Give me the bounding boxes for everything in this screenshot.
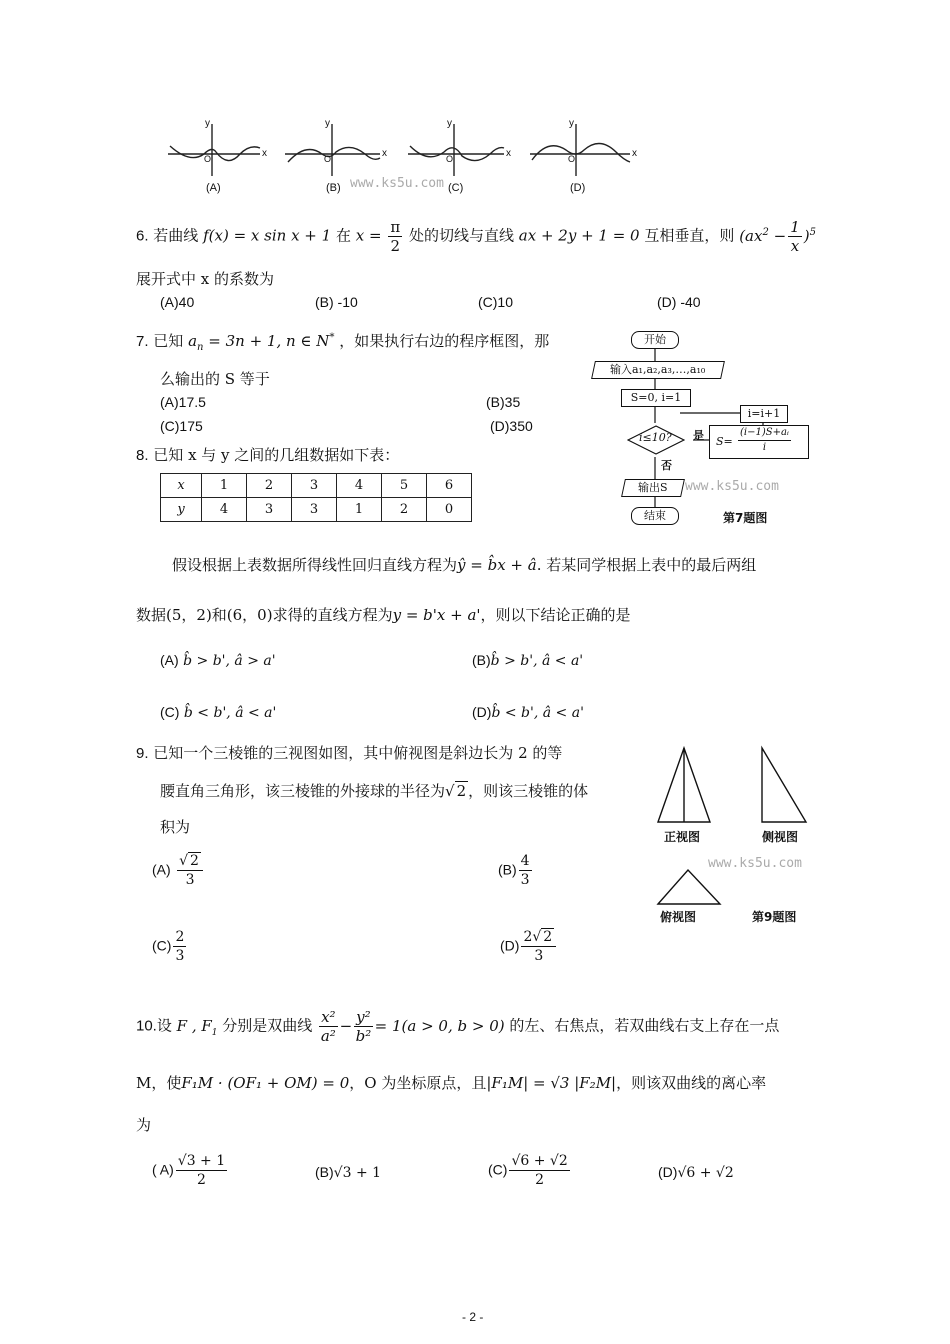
flow-start: 开始: [631, 331, 679, 349]
q8-option-d[interactable]: (D)b̂ < b', â < a': [472, 704, 584, 721]
q7-text-a: 已知: [153, 332, 184, 350]
table-cell: 4: [337, 474, 382, 498]
three-view-figure: [648, 742, 818, 927]
figure-9-caption: 第9题图: [752, 910, 797, 924]
q6-text-a: 若曲线: [153, 226, 199, 245]
axis-x-label-c: x: [506, 148, 511, 159]
top-graph-figure: [160, 118, 640, 198]
question-9-line1: 9. 已知一个三棱锥的三视图如图，其中俯视图是斜边长为 2 的等: [136, 744, 563, 762]
table-cell: 2: [247, 474, 292, 498]
q9-sqrt: √ 2: [445, 782, 467, 800]
flow-condition: i≤10?: [627, 425, 685, 455]
q6-text-d: 互相垂直，则: [644, 226, 735, 245]
table-header-y: y: [161, 498, 202, 522]
axis-x-label-d: x: [632, 148, 637, 159]
axis-x-label-a: x: [262, 148, 267, 159]
q10-abs-eq: |F₁M| = √3 |F₂M|: [486, 1074, 617, 1092]
q6-text-c: 处的切线与直线: [408, 226, 514, 245]
q6-option-d[interactable]: (D) -40: [657, 294, 701, 310]
question-8-line1: [136, 444, 399, 465]
q7-option-a[interactable]: (A)17.5: [160, 394, 206, 410]
origin-label-b: O: [324, 154, 332, 164]
flow-increment: i=i+1: [740, 405, 788, 423]
front-view-label: 正视图: [664, 830, 701, 844]
origin-label-a: O: [204, 154, 212, 164]
axis-y-label-d: y: [569, 118, 574, 129]
origin-label-d: O: [568, 154, 576, 164]
q6-binomial: ($ax^2$ − $\frac{1}{x}$ )$^5$: [739, 218, 816, 255]
page-number: - 2 -: [462, 1310, 484, 1324]
q10-option-d[interactable]: (D)√6 + √2: [658, 1164, 734, 1181]
q10-line2: M，使F₁M · (OF₁ + OM) = 0，O 为坐标原点，且|F₁M| = √3 |F₂M|，则该双曲线的离心率: [136, 1074, 767, 1092]
table-row: [161, 498, 472, 522]
q7-option-b[interactable]: (B)35: [486, 394, 521, 410]
q7-formula: = 3n + 1, n ∈ N*: [208, 332, 335, 350]
table-cell: 4: [202, 498, 247, 522]
axis-y-label-b: y: [325, 118, 330, 129]
q9-line2: 腰直角三角形，该三棱锥的外接球的半径为√ 2 ，则该三棱锥的体: [160, 782, 589, 800]
q8-data-table-wrap: [160, 473, 472, 522]
q6-option-c[interactable]: (C)10: [478, 294, 514, 310]
q8-number: 8.: [136, 447, 149, 464]
flow-update: S= $\frac{\text{(i−1)S+aᵢ}}{i}$: [709, 425, 809, 459]
graph-label-a: (A): [206, 182, 221, 194]
q9-option-d[interactable]: (D) $\frac{2√ 2}{3}$: [500, 928, 558, 965]
q7-number: 7.: [136, 333, 149, 350]
table-cell: 5: [382, 474, 427, 498]
q7-line2: 么输出的 S 等于: [160, 370, 270, 388]
q6-number: 6.: [136, 227, 149, 245]
flow-yes: 是: [693, 429, 704, 442]
q7-option-d[interactable]: (D)350: [490, 418, 533, 434]
q10-vector-eq: F₁M · (OF₁ + OM) = 0: [181, 1074, 350, 1092]
axis-x-label-b: x: [382, 148, 387, 159]
q9-number: 9.: [136, 745, 149, 762]
graph-label-d: (D): [570, 182, 586, 194]
q8-text: 已知 x 与 y 之间的几组数据如下表：: [153, 446, 400, 464]
q10-option-b[interactable]: (B)√3 + 1: [315, 1164, 382, 1181]
q9-option-c[interactable]: (C) $\frac{2}{3}$: [152, 929, 185, 964]
q10-hyperbola: $\frac{\text{x²}}{\text{a²}}$ − $\frac{\text{y²}}{\text{b²}}$ = 1(a > 0, b > 0): [320, 1008, 505, 1045]
q7-seq: $a_n$: [188, 332, 204, 353]
q6-text-b: 在: [335, 226, 351, 245]
q6-line: ax + 2y + 1 = 0: [518, 226, 640, 245]
q8-option-b[interactable]: (B)b̂ > b', â < a': [472, 652, 584, 669]
q6-option-a[interactable]: (A)40: [160, 294, 195, 310]
table-row: [161, 474, 472, 498]
question-7-line1: [136, 330, 549, 353]
axis-y-label-a: y: [205, 118, 210, 129]
table-header-x: x: [161, 474, 202, 498]
flow-output: 输出S: [621, 479, 685, 497]
top-view-label: 俯视图: [660, 910, 697, 924]
graph-label-c: (C): [448, 182, 464, 194]
figure-9-watermark: www.ks5u.com: [708, 856, 802, 871]
q9-option-a[interactable]: (A) $\frac{√ 2}{3}$: [152, 852, 205, 889]
flow-input: 输入a₁,a₂,a₃,…,a₁₀: [591, 361, 725, 379]
watermark: www.ks5u.com: [350, 176, 444, 191]
flow-no: 否: [661, 459, 672, 472]
table-cell: 2: [382, 498, 427, 522]
q8-data-table: [160, 473, 472, 522]
flow-init: S=0, i=1: [621, 389, 691, 407]
origin-label-c: O: [446, 154, 454, 164]
q10-number: 10.: [136, 1017, 157, 1035]
side-view-label: 侧视图: [762, 830, 799, 844]
q6-x-eq: x =: [355, 226, 382, 245]
table-cell: 6: [427, 474, 472, 498]
flow-watermark: www.ks5u.com: [685, 479, 779, 494]
flowchart-figure: [585, 325, 815, 525]
q8-paragraph-1: 假设根据上表数据所得线性回归直线方程为ŷ = b̂x + â. 若某同学根据上表中的最后两组: [172, 556, 757, 574]
table-cell: 3: [247, 498, 292, 522]
table-cell: 1: [337, 498, 382, 522]
table-cell: 0: [427, 498, 472, 522]
table-cell: 1: [202, 474, 247, 498]
q7-text-b: ，如果执行右边的程序框图，那: [339, 332, 550, 350]
q8-paragraph-2: 数据(5，2)和(6，0)求得的直线方程为y = b'x + a'，则以下结论正确的是: [136, 606, 631, 624]
q6-line2: 展开式中 x 的系数为: [136, 270, 274, 288]
q8-line-eq: y = b'x + a': [392, 606, 481, 624]
table-cell: 3: [292, 498, 337, 522]
q10-foci: F , $F_1$: [176, 1016, 218, 1038]
flow-end: 结束: [631, 507, 679, 525]
graph-label-b: (B): [326, 182, 341, 194]
q6-option-b[interactable]: (B) -10: [315, 294, 358, 310]
axis-y-label-c: y: [447, 118, 452, 129]
q7-option-c[interactable]: (C)175: [160, 418, 203, 434]
q10-line3: 为: [136, 1116, 152, 1134]
q9-option-b[interactable]: (B) $\frac{4}{3}$: [498, 853, 530, 888]
q8-option-a[interactable]: (A) b̂ > b', â > a': [160, 652, 276, 669]
q9-line3: 积为: [160, 818, 191, 836]
q6-function: f(x) = x sin x + 1: [203, 226, 332, 245]
table-cell: 3: [292, 474, 337, 498]
question-6-line1: [136, 218, 816, 255]
q8-option-c[interactable]: (C) b̂ < b', â < a': [160, 704, 277, 721]
q6-pi-over-2: $\frac{\pi}{2}$: [390, 218, 401, 255]
q8-regression-eq: ŷ = b̂x + â: [457, 556, 537, 574]
q10-option-a[interactable]: ( A) $\frac{√3 + 1}{2}$: [152, 1153, 226, 1188]
flow-caption: 第7题图: [723, 511, 768, 525]
question-10-line1: 10.设 F , $F_1$ 分别是双曲线 $\frac{\text{x²}}{\text{a²}}$ − $\frac{\text{y²}}{\text{b²}}$ = 1(a > 0, b > 0) 的左、右焦点，若双曲线右支上存在一点: [136, 1008, 780, 1045]
q10-option-c[interactable]: (C) $\frac{√6 + √2}{2}$: [488, 1153, 568, 1188]
